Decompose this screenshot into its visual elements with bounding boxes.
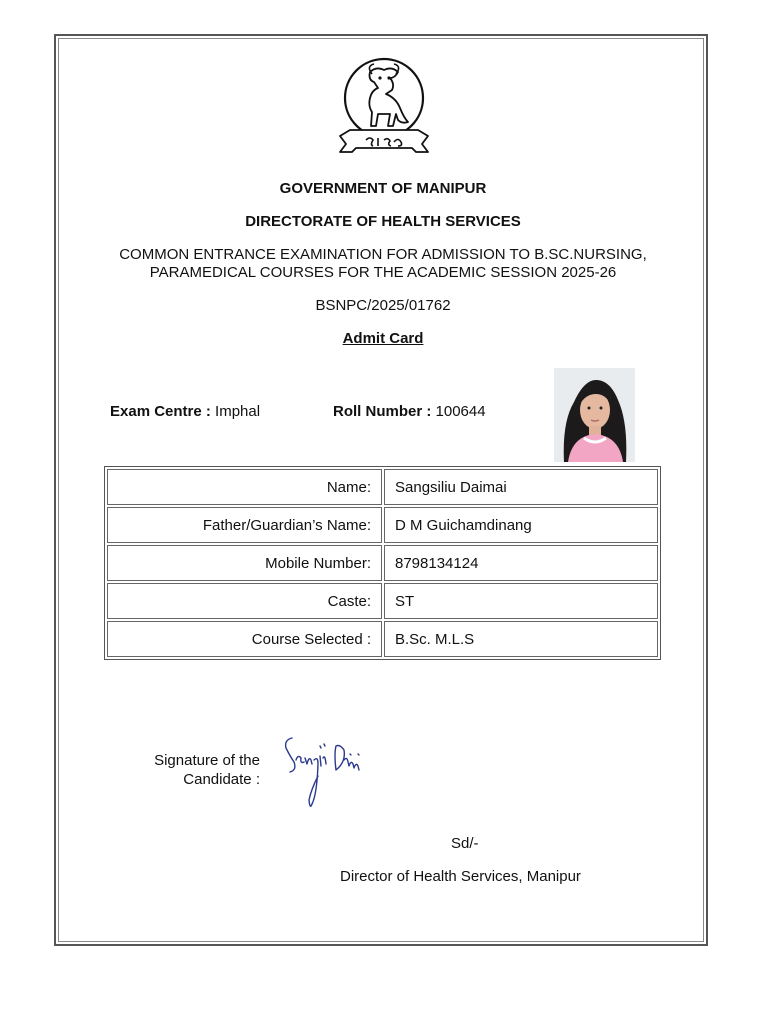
exam-centre xyxy=(110,403,260,420)
candidate-details-table xyxy=(104,466,661,660)
reference-number: BSNPC/2025/01762 xyxy=(315,297,451,314)
detail-label: Mobile Number: xyxy=(107,545,382,581)
candidate-signature xyxy=(278,730,368,820)
detail-label: Name: xyxy=(107,469,382,505)
detail-value: B.Sc. M.L.S xyxy=(384,621,658,657)
exam-title-line-1: COMMON ENTRANCE EXAMINATION FOR ADMISSION TO B.SC.NURSING, xyxy=(119,246,647,263)
detail-value: D M Guichamdinang xyxy=(384,507,658,543)
detail-value: Sangsiliu Daimai xyxy=(384,469,658,505)
signature-label-line-1: Signature of the xyxy=(154,752,260,769)
detail-label: Caste: xyxy=(107,583,382,619)
sd-mark: Sd/- xyxy=(451,835,479,852)
table-row xyxy=(107,545,658,581)
table-row xyxy=(107,469,658,505)
government-heading: GOVERNMENT OF MANIPUR xyxy=(279,180,487,197)
exam-centre-label: Exam Centre : xyxy=(110,403,211,420)
detail-label: Course Selected : xyxy=(107,621,382,657)
admit-card-title: Admit Card xyxy=(342,330,424,347)
detail-value: ST xyxy=(384,583,658,619)
table-row xyxy=(107,583,658,619)
issuing-authority: Director of Health Services, Manipur xyxy=(340,868,581,885)
candidate-photo xyxy=(554,368,635,462)
exam-centre-value: Imphal xyxy=(215,403,261,420)
detail-label: Father/Guardian’s Name: xyxy=(107,507,382,543)
roll-number xyxy=(333,403,486,420)
directorate-heading: DIRECTORATE OF HEALTH SERVICES xyxy=(245,213,521,230)
roll-number-label: Roll Number : xyxy=(333,403,432,420)
exam-title-line-2: PARAMEDICAL COURSES FOR THE ACADEMIC SESSION 2025-26 xyxy=(149,264,617,281)
signature-label-line-2: Candidate : xyxy=(183,771,260,788)
table-row xyxy=(107,621,658,657)
state-emblem-icon xyxy=(336,56,432,160)
detail-value: 8798134124 xyxy=(384,545,658,581)
signature-label xyxy=(120,751,260,789)
roll-number-value: 100644 xyxy=(435,403,486,420)
table-row xyxy=(107,507,658,543)
